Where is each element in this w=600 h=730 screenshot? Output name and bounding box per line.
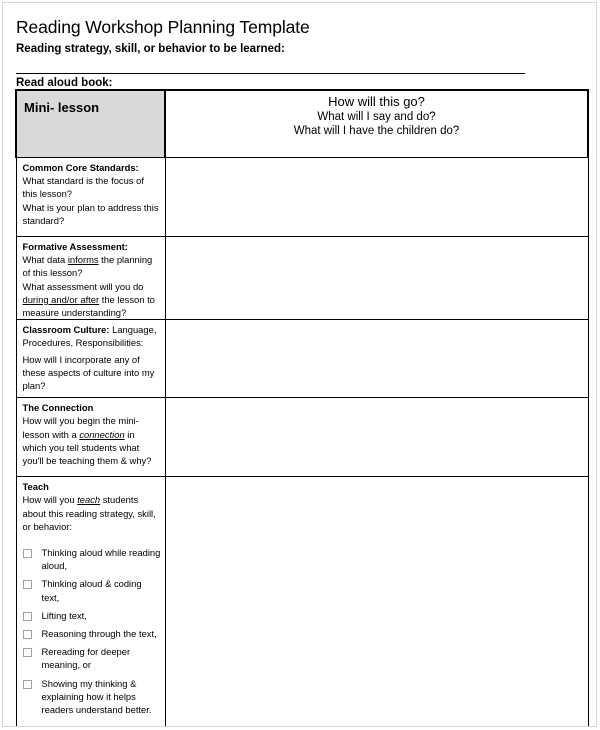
standards-question-2: What is your plan to address this standard? bbox=[22, 201, 159, 226]
teach-answer-cell[interactable] bbox=[165, 477, 588, 727]
culture-heading: Classroom Culture: bbox=[22, 324, 110, 336]
connection-question: How will you begin the mini-lesson with a connection in which you tell students what you'll be teaching them & why? bbox=[22, 415, 152, 467]
how-will-this-go-header-cell bbox=[165, 90, 588, 158]
table-row-formative bbox=[16, 237, 588, 320]
culture-answer-cell[interactable] bbox=[165, 320, 588, 398]
table-row-standards bbox=[16, 158, 588, 237]
teach-option bbox=[23, 609, 161, 622]
checkbox-icon[interactable] bbox=[23, 580, 32, 589]
teach-option-label: Lifting text, bbox=[41, 609, 87, 621]
table-row-culture bbox=[16, 320, 588, 398]
planning-table bbox=[15, 89, 589, 727]
checkbox-icon[interactable] bbox=[23, 680, 32, 689]
teach-option bbox=[23, 546, 161, 572]
standards-prompt-cell bbox=[16, 158, 165, 237]
checkbox-icon[interactable] bbox=[23, 549, 32, 558]
connection-prompt-cell bbox=[16, 398, 165, 477]
say-and-do-question: What will I say and do? bbox=[317, 111, 436, 123]
checkbox-icon[interactable] bbox=[23, 612, 32, 621]
culture-heading-line: Classroom Culture: Language, Procedures, Responsibilities: bbox=[22, 324, 157, 349]
teach-option bbox=[23, 627, 161, 640]
page-title: Reading Workshop Planning Template bbox=[16, 17, 310, 37]
read-aloud-row bbox=[16, 73, 525, 88]
culture-question: How will I incorporate any of these aspects of culture into my plan? bbox=[22, 353, 155, 392]
document-page bbox=[2, 2, 597, 727]
during-after-underlined: during and/or after bbox=[22, 293, 100, 305]
teach-option bbox=[23, 677, 161, 717]
formative-heading: Formative Assessment: bbox=[22, 241, 128, 252]
teach-question: How will you teach students about this reading strategy, skill, or behavior: bbox=[22, 494, 156, 532]
connection-answer-cell[interactable] bbox=[165, 398, 588, 477]
mini-lesson-label: Mini- lesson bbox=[24, 100, 100, 115]
formative-prompt-cell bbox=[16, 237, 165, 320]
culture-prompt-cell bbox=[16, 320, 165, 398]
teach-option-label: Reasoning through the text, bbox=[41, 628, 157, 640]
standards-answer-cell[interactable] bbox=[165, 158, 588, 237]
teach-option bbox=[23, 577, 161, 603]
checkbox-icon[interactable] bbox=[23, 630, 32, 639]
mini-lesson-header-cell bbox=[16, 90, 165, 158]
formative-question-2: What assessment will you do during and/or after the lesson to measure understanding? bbox=[22, 280, 155, 319]
teach-option bbox=[23, 645, 161, 671]
formative-answer-cell[interactable] bbox=[165, 237, 588, 320]
standards-question-1: What standard is the focus of this lesson? bbox=[22, 175, 144, 200]
standards-heading: Common Core Standards: bbox=[22, 162, 139, 173]
connection-heading: The Connection bbox=[22, 402, 94, 414]
teach-prompt-cell bbox=[16, 477, 165, 727]
table-header-row bbox=[16, 90, 588, 158]
informs-underlined: informs bbox=[67, 254, 99, 266]
strategy-field-label: Reading strategy, skill, or behavior to be learned: bbox=[16, 43, 285, 55]
connection-underlined: connection bbox=[79, 428, 125, 440]
read-aloud-label: Read aloud book: bbox=[16, 77, 113, 89]
teach-option-label: Thinking aloud & coding text, bbox=[41, 578, 142, 603]
formative-question-1: What data informs the planning of this lesson? bbox=[22, 254, 153, 279]
how-will-this-go-title: How will this go? bbox=[328, 94, 425, 109]
teach-option-label: Rereading for deeper meaning, or bbox=[41, 646, 131, 671]
teach-option-label: Thinking aloud while reading aloud, bbox=[41, 547, 161, 572]
teach-option-label: Showing my thinking & explaining how it helps readers understand better. bbox=[41, 677, 152, 716]
children-do-question: What will I have the children do? bbox=[293, 125, 460, 137]
table-row-teach bbox=[16, 477, 588, 727]
table-row-connection bbox=[16, 398, 588, 477]
teach-heading: Teach bbox=[22, 481, 49, 493]
teach-underlined: teach bbox=[77, 494, 101, 506]
checkbox-icon[interactable] bbox=[23, 648, 32, 657]
